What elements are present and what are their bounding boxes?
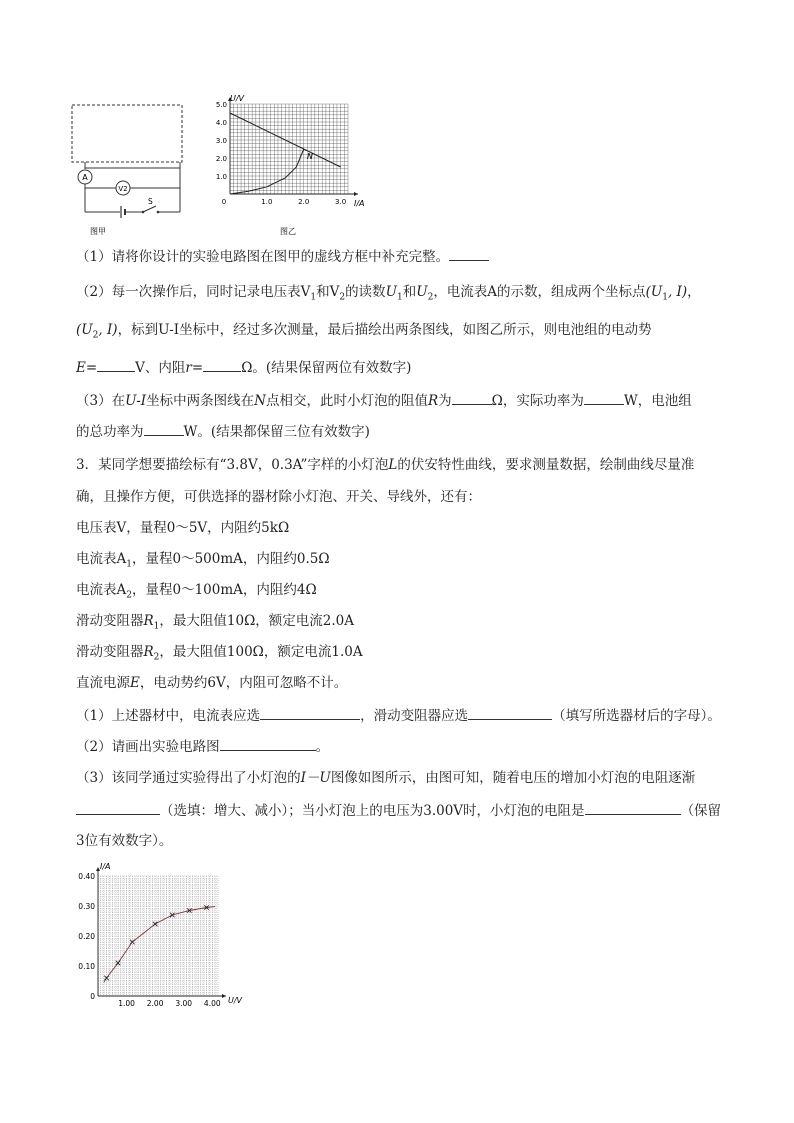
sub: 2 [126, 590, 132, 601]
x-tick-label: 2.00 [146, 999, 164, 1008]
equip-power-source [76, 673, 347, 693]
q1-line [76, 246, 489, 267]
sub: 1 [310, 292, 317, 303]
q2-var: (U [76, 322, 93, 338]
p3-text: （选填：增大、减小）；当小灯泡上的电压为3.00V时，小灯泡的电阻是 [160, 803, 585, 819]
p3-text: （保留 [680, 803, 722, 819]
equip-rheostat-r1 [76, 611, 354, 637]
q2-text: Ω。(结果保留两位有效数字) [241, 360, 412, 376]
y-tick-label: 0.40 [78, 872, 95, 881]
p3-text: ，量程0～500mA，内阻约0.5Ω [131, 551, 330, 567]
x-tick-label: 4.00 [203, 999, 221, 1008]
p3-text: 滑动变阻器 [76, 644, 144, 660]
sub: 1 [153, 621, 160, 632]
graph-yi-axes [228, 97, 358, 196]
equip-voltmeter [76, 518, 289, 538]
y-tick-label: 1.0 [215, 173, 227, 181]
p3-q2-line [76, 736, 329, 757]
equip-ammeter-a1 [76, 549, 330, 575]
q2-r-blank[interactable] [203, 357, 241, 372]
graph-iu-grid [98, 876, 218, 996]
p3-text: 3．某同学想要描绘标有“3.8V，0.3A”字样的小灯泡 [76, 457, 389, 473]
p3-text: ，最大阻值10Ω，额定电流2.0A [159, 613, 354, 629]
p3-var: R [143, 613, 154, 629]
p3-text: ，最大阻值100Ω，额定电流1.0A [159, 644, 363, 660]
p3-var: R [143, 644, 154, 660]
q3-line-2 [76, 421, 370, 442]
p3-text: （填写所选器材后的字母）。 [552, 708, 721, 724]
p3-text: （2）请画出实验电路图 [76, 739, 220, 755]
q2-text: 和V [316, 284, 340, 300]
x-axis-arrow [354, 192, 358, 196]
q3-text: W。(结果都保留三位有效数字) [183, 424, 370, 440]
q3-power-blank[interactable] [584, 390, 624, 405]
p3-var: E [130, 675, 140, 691]
q2-line-1 [76, 282, 701, 308]
p3-text: 电压表V，量程0～5V，内阻约5kΩ [76, 520, 290, 536]
q3-var: U-I [125, 393, 147, 409]
figure-yi-caption: 图乙 [280, 227, 296, 236]
equip-ammeter-a2 [76, 580, 317, 606]
p3-text: 电流表A [76, 582, 127, 598]
q2-var: , I) [667, 284, 688, 300]
graph-yi-grid [230, 104, 348, 194]
ammeter-label: A [82, 173, 88, 182]
dashed-box [72, 105, 182, 162]
q2-emf-blank[interactable] [97, 357, 135, 372]
switch-icon [143, 206, 156, 212]
x-tick-label: 3.00 [175, 999, 193, 1008]
p3-text: 。 [315, 739, 330, 755]
p3-q3-line-2 [76, 800, 721, 821]
p3-text: 直流电源 [76, 675, 130, 691]
q2-text: ，电流表A的示数，组成两个坐标点 [433, 284, 646, 300]
p3-text: 3位有效数字）。 [76, 833, 173, 849]
p3-ammeter-blank[interactable] [260, 705, 360, 720]
graph-yi-y-axis-label: U/V [230, 94, 245, 103]
p3-text: ，电动势约6V，内阻可忽略不计。 [139, 675, 348, 691]
switch-label: S [148, 197, 153, 206]
p3-text: 滑动变阻器 [76, 613, 144, 629]
sub: 1 [396, 292, 403, 303]
x-tick-label: 3.0 [335, 198, 347, 206]
q2-var: (U [645, 284, 663, 300]
x-tick-label: 2.0 [298, 198, 310, 206]
q2-var: , I) [98, 322, 118, 338]
equip-rheostat-r2 [76, 642, 363, 668]
p3-text: （1）上述器材中，电流表应选 [76, 708, 261, 724]
q3-text: W，电池组 [623, 393, 692, 409]
graph-iu-y-axis-label: I/A [100, 862, 111, 871]
q2-text: （2）每一次操作后，同时记录电压表V [76, 284, 311, 300]
sub: 2 [427, 292, 434, 303]
q2-var: U [385, 284, 397, 300]
q3-text: （3）在 [76, 393, 126, 409]
y-tick-label: 0.30 [78, 902, 95, 911]
q2-text: = [191, 360, 204, 376]
y-tick-label: 0.10 [78, 962, 95, 971]
graph-yi-point-n: N [307, 152, 313, 161]
x-tick-label: 0 [221, 198, 227, 206]
q3-total-power-blank[interactable] [144, 421, 184, 436]
p3-trend-blank[interactable] [76, 800, 160, 815]
graph-iu [62, 860, 252, 1010]
p3-text: 的伏安特性曲线，要求测量数据，绘制曲线尽量准 [397, 457, 695, 473]
q2-line-3 [76, 357, 411, 378]
y-tick-label: 0.20 [78, 932, 95, 941]
q2-var: U [416, 284, 428, 300]
circuit-figure-jia [66, 100, 190, 240]
p3-circuit-blank[interactable] [220, 736, 316, 751]
p3-text: 确，且操作方便，可供选择的器材除小灯泡、开关、导线外，还有： [76, 489, 481, 505]
y-tick-label: 5.0 [215, 101, 227, 109]
p3-text: （3）该同学通过实验得出了小灯泡的 [76, 770, 301, 786]
y-tick-label: 3.0 [215, 137, 227, 145]
q3-r-blank[interactable] [452, 390, 492, 405]
p3-text: 图像如图所示，由图可知，随着电压的增加小灯泡的电阻逐渐 [330, 770, 696, 786]
voltmeter-v2-label: V2 [118, 185, 128, 193]
graph-iu-series [104, 905, 215, 982]
p3-text: 电流表A [76, 551, 127, 567]
p3-q1-line [76, 705, 721, 726]
y-tick-label: 0 [90, 992, 95, 1001]
q2-var: E [76, 360, 86, 376]
graph-iu-x-axis-label: U/V [228, 996, 243, 1005]
q2-text: V、内阻 [135, 360, 186, 376]
q2-var: r [185, 360, 192, 376]
p3-line-1 [76, 455, 694, 475]
p3-text: ，量程0～100mA，内阻约4Ω [131, 582, 317, 598]
y-tick-label: 4.0 [215, 119, 227, 127]
q2-text: ， [687, 284, 701, 300]
q2-text: 的读数 [345, 284, 386, 300]
q2-text: ，标到U-I坐标中，经过多次测量，最后描绘出两条图线，如图乙所示，则电池组的电动势 [117, 322, 652, 338]
q1-text: （1）请将你设计的实验电路图在图甲的虚线方框中补充完整。 [76, 249, 450, 265]
p3-line-2 [76, 487, 481, 507]
p3-var: L [388, 457, 398, 473]
q3-text: 为 [438, 393, 452, 409]
sub: 1 [662, 292, 668, 303]
x-tick-label: 1.0 [261, 198, 273, 206]
sub: 2 [339, 292, 346, 303]
p3-q3-line-3 [76, 831, 172, 851]
q3-text: Ω，实际功率为 [491, 393, 584, 409]
graph-yi-x-axis-label: I/A [354, 199, 365, 208]
q3-line-1 [76, 390, 692, 411]
q3-var: N [254, 393, 266, 409]
p3-text: ，滑动变阻器应选 [360, 708, 469, 724]
y-tick-label: 2.0 [215, 155, 227, 163]
sub: 2 [92, 330, 99, 341]
q3-text: 点相交，此时小灯泡的阻值 [265, 393, 428, 409]
q3-var: R [427, 393, 439, 409]
q2-line-2 [76, 320, 652, 346]
p3-var: I－U [300, 770, 331, 786]
q3-text: 坐标中两条图线在 [146, 393, 255, 409]
p3-q3-line-1 [76, 768, 695, 788]
x-axis-arrow [222, 994, 226, 998]
x-tick-label: 1.00 [118, 999, 135, 1008]
q3-text: 的总功率为 [76, 424, 144, 440]
sub: 1 [126, 559, 132, 570]
p3-resistance-blank[interactable] [585, 800, 681, 815]
p3-rheostat-blank[interactable] [468, 705, 552, 720]
q2-text: = [85, 360, 98, 376]
figure-jia-caption: 图甲 [90, 227, 106, 236]
q2-text: 和 [402, 284, 417, 300]
graph-yi [210, 92, 370, 242]
sub: 2 [153, 652, 160, 663]
q1-answer-blank[interactable] [449, 246, 489, 261]
